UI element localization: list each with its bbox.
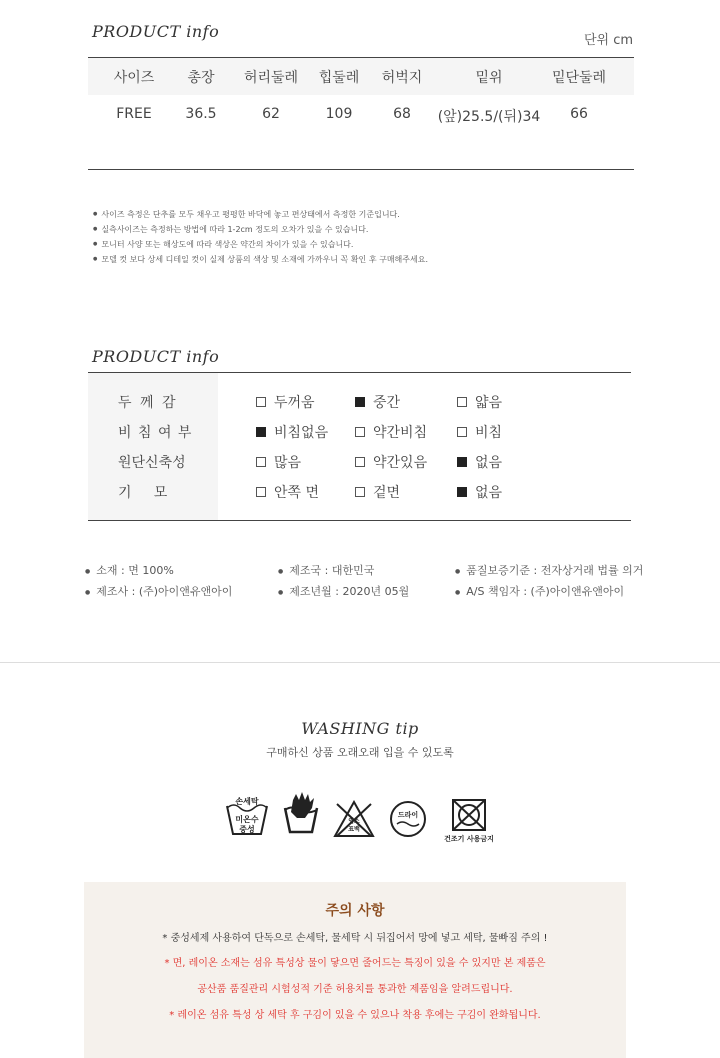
checkbox-icon — [256, 487, 266, 497]
size-col-header: 총장 — [187, 70, 215, 86]
attr-option: 약간비침 — [355, 422, 427, 442]
attr-option: 없음 — [457, 482, 502, 502]
attr-option: 중간 — [355, 392, 400, 412]
spec-as: ● A/S 책임자 : (주)아이앤유앤아이 — [455, 583, 624, 599]
note-item: ● 모델 컷 보다 상세 디테일 컷이 실제 상품의 색상 및 소재에 가까우니 꼭 확인 후 구매해주세요. — [93, 252, 428, 267]
hand-wash-tub-icon — [281, 790, 321, 836]
size-table-row — [88, 95, 634, 135]
spec-country: ● 제조국 : 대한민국 — [278, 562, 374, 578]
checked-box-icon — [457, 457, 467, 467]
attr-option: 두꺼움 — [256, 392, 315, 412]
size-section-heading: PRODUCT info — [92, 22, 220, 41]
size-cell: 68 — [393, 106, 411, 122]
checkbox-icon — [256, 397, 266, 407]
checkbox-icon — [457, 427, 467, 437]
caution-line: 공산품 품질관리 시험성적 기준 허용치를 통과한 제품임을 알려드립니다. — [197, 984, 513, 995]
spec-date: ● 제조년월 : 2020년 05월 — [278, 583, 409, 599]
size-cell: FREE — [116, 106, 152, 122]
note-item: ● 모니터 사양 또는 해상도에 따라 색상은 약간의 차이가 있을 수 있습니다. — [93, 237, 428, 252]
size-cell: 66 — [570, 106, 588, 122]
size-unit-label: 단위 cm — [584, 33, 634, 48]
size-col-header: 허리둘레 — [243, 70, 299, 86]
attr-table-bottom-line — [88, 520, 631, 521]
checked-box-icon — [256, 427, 266, 437]
size-col-header: 힙둘레 — [318, 70, 360, 86]
no-bleach-icon: 염소 표백 — [333, 800, 375, 838]
attr-option: 없음 — [457, 452, 502, 472]
size-col-header: 밑단둘레 — [551, 70, 607, 86]
size-cell: (앞)25.5/(뒤)34 — [437, 109, 541, 125]
attr-label-sheerness: 비 침 여 부 — [118, 425, 193, 441]
checked-box-icon — [457, 487, 467, 497]
attr-option: 많음 — [256, 452, 301, 472]
note-item: ● 실측사이즈는 측정하는 방법에 따라 1-2cm 정도의 오차가 있을 수 있습니다. — [93, 222, 428, 237]
attr-label-stretch: 원단신축성 — [118, 455, 186, 471]
checkbox-icon — [256, 457, 266, 467]
note-item: ● 사이즈 측정은 단추를 모두 채우고 평평한 바닥에 놓고 편상태에서 측정한 기준입니다. — [93, 207, 428, 222]
attr-option: 비침 — [457, 422, 502, 442]
size-col-header: 사이즈 — [113, 70, 155, 86]
attr-option: 안쪽 면 — [256, 482, 319, 502]
size-cell: 109 — [325, 106, 353, 122]
attr-option: 얇음 — [457, 392, 502, 412]
attr-label-thickness: 두 께 감 — [118, 395, 178, 411]
attr-option: 비침없음 — [256, 422, 328, 442]
washing-heading: WASHING tip — [301, 719, 419, 738]
size-col-header: 밑위 — [475, 70, 503, 86]
checkbox-icon — [457, 397, 467, 407]
section-divider — [0, 662, 720, 663]
checkbox-icon — [355, 427, 365, 437]
size-cell: 36.5 — [185, 106, 217, 122]
attr-section-heading: PRODUCT info — [92, 347, 220, 366]
dry-clean-icon: 드라이 — [389, 800, 427, 838]
size-col-header: 허벅지 — [381, 70, 423, 86]
size-cell: 62 — [262, 106, 280, 122]
measurement-notes — [93, 207, 428, 267]
spec-warranty: ● 품질보증기준 : 전자상거래 법률 의거 — [455, 562, 643, 578]
attr-label-brushed: 기 모 — [118, 485, 168, 501]
checked-box-icon — [355, 397, 365, 407]
caution-line: * 면, 레이온 소재는 섬유 특성상 물이 닿으면 줄어드는 특징이 있을 수 있지만 본 제품은 — [164, 958, 546, 969]
caution-line: * 레이온 섬유 특성 상 세탁 후 구김이 있을 수 있으나 착용 후에는 구김이 완화됩니다. — [169, 1010, 541, 1021]
size-table-bottom-line — [88, 169, 634, 170]
hand-wash-icon: 손세탁 미온수 중성 — [224, 796, 270, 840]
no-tumble-dry-icon: 건조기 사용금지 — [438, 798, 500, 844]
attr-option: 약간있음 — [355, 452, 427, 472]
caution-box — [84, 882, 626, 1058]
spec-material: ● 소재 : 면 100% — [85, 562, 174, 578]
size-table-header-row — [88, 58, 634, 95]
attr-option: 겉면 — [355, 482, 400, 502]
spec-manufacturer: ● 제조사 : (주)아이앤유앤아이 — [85, 583, 232, 599]
caution-title: 주의 사항 — [325, 903, 385, 919]
washing-subtitle: 구매하신 상품 오래오래 입을 수 있도록 — [266, 746, 454, 759]
caution-line: * 중성세제 사용하여 단독으로 손세탁, 물세탁 시 뒤집어서 망에 넣고 세탁, 물빠짐 주의 ! — [162, 933, 548, 944]
checkbox-icon — [355, 487, 365, 497]
checkbox-icon — [355, 457, 365, 467]
